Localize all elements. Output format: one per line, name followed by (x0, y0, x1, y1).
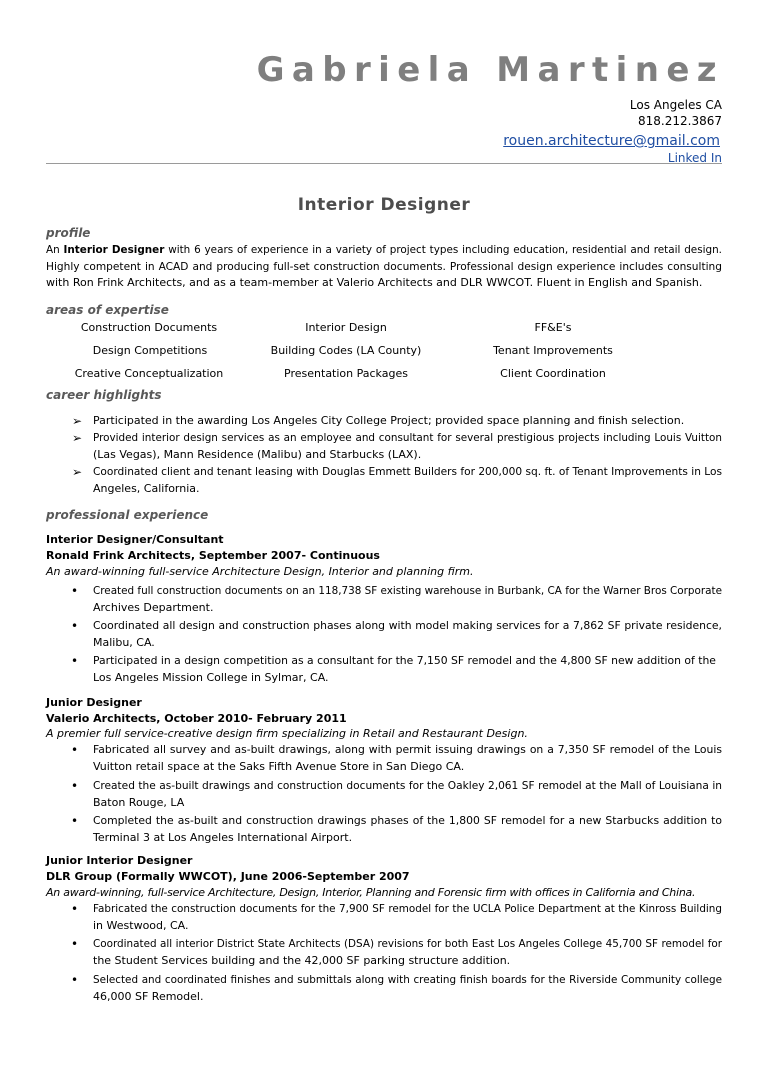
arrow-bullet-icon: ➢ (72, 431, 83, 445)
job-bullet (93, 618, 722, 651)
job-bullet-line: Completed the as-built and construction drawings phases of the 1,800 SF remodel for a new Starbucks addition to (93, 814, 722, 827)
job-bullet (93, 813, 722, 846)
job-bullet (93, 742, 722, 775)
job-bullet-line: Created full construction documents on an 118,738 SF existing warehouse in Burbank, CA for the Warner Bros Corporate (93, 585, 722, 597)
profile-line-3: with Ron Frink Architects, and as a team-member at Valerio Architects and DLR WWCOT. Fluent in English and Spanish. (46, 276, 703, 289)
header-divider (46, 163, 722, 164)
job-bullet (93, 936, 722, 969)
bullet-icon: • (71, 743, 79, 757)
job-bullet-line: Selected and coordinated finishes and submittals along with creating finish boards for the Riverside Community college (93, 974, 722, 986)
expertise-item: Presentation Packages (284, 367, 408, 380)
profile-line-1-b: with 6 years of experience in a variety of project types including education, residential and retail design. (168, 244, 722, 256)
highlight-line: Coordinated client and tenant leasing with Douglas Emmett Builders for 200,000 sq. ft. of Tenant Improvements in Los (93, 466, 723, 478)
bullet-icon: • (71, 902, 79, 916)
expertise-item: Client Coordination (500, 367, 606, 380)
highlight-item (93, 464, 722, 497)
expertise-item: Tenant Improvements (493, 344, 613, 357)
bullet-icon: • (71, 584, 79, 598)
highlight-item (93, 430, 722, 463)
job-bullet (93, 653, 722, 686)
candidate-name: Gabriela Martinez (256, 50, 724, 90)
job-bullet-line: Los Angeles Mission College in Sylmar, CA. (93, 670, 329, 684)
job-company: Valerio Architects, October 2010- February 2011 (46, 712, 347, 725)
job-company: Ronald Frink Architects, September 2007- Continuous (46, 549, 380, 562)
contact-email-link[interactable]: rouen.architecture@gmail.com (503, 133, 720, 149)
bullet-icon: • (71, 937, 79, 951)
bullet-icon: • (71, 654, 79, 668)
experience-heading: professional experience (46, 508, 209, 522)
resume-title: Interior Designer (297, 195, 471, 215)
job-bullet-line: in Westwood, CA. (93, 918, 189, 932)
profile-heading: profile (46, 226, 91, 240)
job-bullet-line: Baton Rouge, LA (93, 795, 185, 809)
job-description: An award-winning full-service Architecture Design, Interior and planning firm. (46, 565, 474, 578)
job-title: Junior Interior Designer (46, 854, 193, 867)
job-bullet-line: Vuitton retail space at the Saks Fifth Avenue Store in San Diego CA. (93, 759, 465, 773)
linkedin-link[interactable]: Linked In (667, 151, 722, 165)
expertise-heading: areas of expertise (46, 303, 169, 317)
expertise-item: Building Codes (LA County) (270, 344, 422, 357)
expertise-item: Design Competitions (92, 344, 208, 357)
contact-phone: 818.212.3867 (638, 114, 722, 128)
highlight-line: Provided interior design services as an employee and consultant for several prestigious projects including Louis Vuitton (93, 432, 722, 444)
bullet-icon: • (71, 973, 79, 987)
job-bullet (93, 778, 722, 811)
arrow-bullet-icon: ➢ (72, 414, 83, 428)
job-company: DLR Group (Formally WWCOT), June 2006-September 2007 (46, 870, 410, 883)
bullet-icon: • (71, 814, 79, 828)
job-bullet-line: the Student Services building and the 42,000 SF parking structure addition. (93, 953, 511, 967)
job-bullet-line: Created the as-built drawings and construction documents for the Oakley 2,061 SF remodel at the Mall of Louisiana in (93, 780, 722, 792)
expertise-item: Creative Conceptualization (74, 367, 224, 380)
arrow-bullet-icon: ➢ (72, 465, 83, 479)
job-bullet (93, 972, 722, 1005)
profile-paragraph (46, 242, 722, 292)
job-bullet-line: Fabricated all survey and as-built drawings, along with permit issuing drawings on a 7,350 SF remodel of the Louis (93, 743, 722, 756)
job-bullet-line: 46,000 SF Remodel. (93, 989, 204, 1003)
job-bullet (93, 901, 722, 934)
expertise-item: Interior Design (305, 321, 387, 334)
job-bullet-line: Coordinated all design and construction phases along with model making services for a 7,862 SF private residence, (93, 619, 722, 632)
expertise-item: FF&E's (534, 321, 572, 334)
job-bullet-line: Coordinated all interior District State Architects (DSA) revisions for both East Los Angeles College 45,700 SF remodel for (93, 938, 722, 950)
job-bullet (93, 583, 722, 616)
job-description: A premier full service-creative design firm specializing in Retail and Restaurant Design. (46, 727, 528, 740)
highlight-line: (Las Vegas), Mann Residence (Malibu) and Starbucks (LAX). (93, 447, 422, 461)
job-title: Junior Designer (46, 696, 142, 709)
job-bullet-line: Terminal 3 at Los Angeles International Airport. (93, 830, 353, 844)
job-bullet-line: Fabricated the construction documents for the 7,900 SF remodel for the UCLA Police Department at the Kinross Building (93, 903, 722, 915)
expertise-item: Construction Documents (80, 321, 218, 334)
contact-city: Los Angeles CA (629, 98, 722, 112)
bullet-icon: • (71, 779, 79, 793)
highlights-heading: career highlights (46, 388, 162, 402)
profile-line-2: Highly competent in ACAD and producing full-set construction documents. Professional design experience includes consulting (46, 260, 722, 273)
highlight-line: Participated in the awarding Los Angeles City College Project; provided space planning and finish selection. (93, 414, 685, 427)
highlight-line: Angeles, California. (93, 481, 200, 495)
bullet-icon: • (71, 619, 79, 633)
job-description: An award-winning, full-service Architecture, Design, Interior, Planning and Forensic firm with offices in California and China. (46, 886, 696, 899)
job-title: Interior Designer/Consultant (46, 533, 224, 546)
job-bullet-line: Archives Department. (93, 600, 214, 614)
profile-line-1-a: An (46, 244, 60, 256)
job-bullet-line: Participated in a design competition as a consultant for the 7,150 SF remodel and the 4,800 SF new addition of the (93, 654, 716, 667)
profile-role: Interior Designer (63, 244, 165, 256)
profile-line-1 (46, 242, 722, 259)
highlight-item (93, 413, 722, 430)
job-bullet-line: Malibu, CA. (93, 635, 155, 649)
